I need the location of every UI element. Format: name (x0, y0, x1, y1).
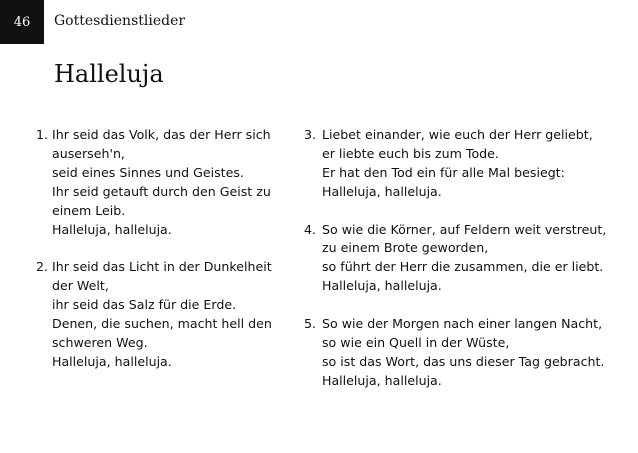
verse-line: so führt der Herr die zusammen, die er liebt. (322, 259, 604, 275)
verse-line: Er hat den Tod ein für alle Mal besiegt: (322, 164, 565, 180)
verse-line: so ist das Wort, das uns dieser Tag gebracht. (322, 353, 605, 369)
verse-line: zu einem Brote geworden, (322, 240, 489, 256)
verse-number: 1. (36, 127, 49, 142)
verse-line: Halleluja, halleluja. (322, 372, 442, 388)
verse-line: der Welt, (52, 278, 109, 294)
verse-number: 5. (304, 316, 317, 332)
verse-line: Ihr seid das Volk, das der Herr sich (52, 127, 271, 142)
verse-number: 4. (304, 221, 317, 237)
verse-5 (302, 315, 622, 391)
right-column (302, 126, 622, 410)
verse-2 (32, 258, 290, 371)
verse-line: seid eines Sinnes und Geistes. (52, 164, 244, 180)
verse-line: Liebet einander, wie euch der Herr geliebt, (322, 127, 593, 142)
verse-line: auserseh'n, (52, 145, 125, 161)
verse-line: Halleluja, halleluja. (52, 221, 172, 237)
verse-line: Halleluja, halleluja. (52, 353, 172, 369)
verse-number: 3. (304, 127, 317, 142)
verse-line: So wie die Körner, auf Feldern weit verstreut, (322, 221, 607, 237)
verse-line: So wie der Morgen nach einer langen Nacht, (322, 316, 603, 332)
verse-line: Halleluja, halleluja. (322, 183, 442, 199)
verse-line: einem Leib. (52, 202, 126, 218)
verse-line: ihr seid das Salz für die Erde. (52, 297, 237, 313)
verse-line: Halleluja, halleluja. (322, 278, 442, 294)
verse-line: so wie ein Quell in der Wüste, (322, 334, 510, 350)
verse-3 (302, 126, 622, 202)
running-head: Gottesdienstlieder (54, 13, 186, 29)
verse-line: er liebte euch bis zum Tode. (322, 145, 499, 161)
verse-number: 2. (36, 259, 49, 275)
verse-1 (32, 126, 290, 239)
page-number: 46 (13, 14, 31, 30)
verse-4 (302, 221, 622, 297)
verse-line: Ihr seid getauft durch den Geist zu (52, 183, 271, 199)
verse-line: Ihr seid das Licht in der Dunkelheit (52, 259, 272, 275)
verse-line: Denen, die suchen, macht hell den (52, 316, 272, 332)
left-column (32, 126, 290, 391)
verse-line: schweren Weg. (52, 334, 148, 350)
song-title: Halleluja (54, 60, 164, 88)
page-number-box (0, 0, 44, 44)
